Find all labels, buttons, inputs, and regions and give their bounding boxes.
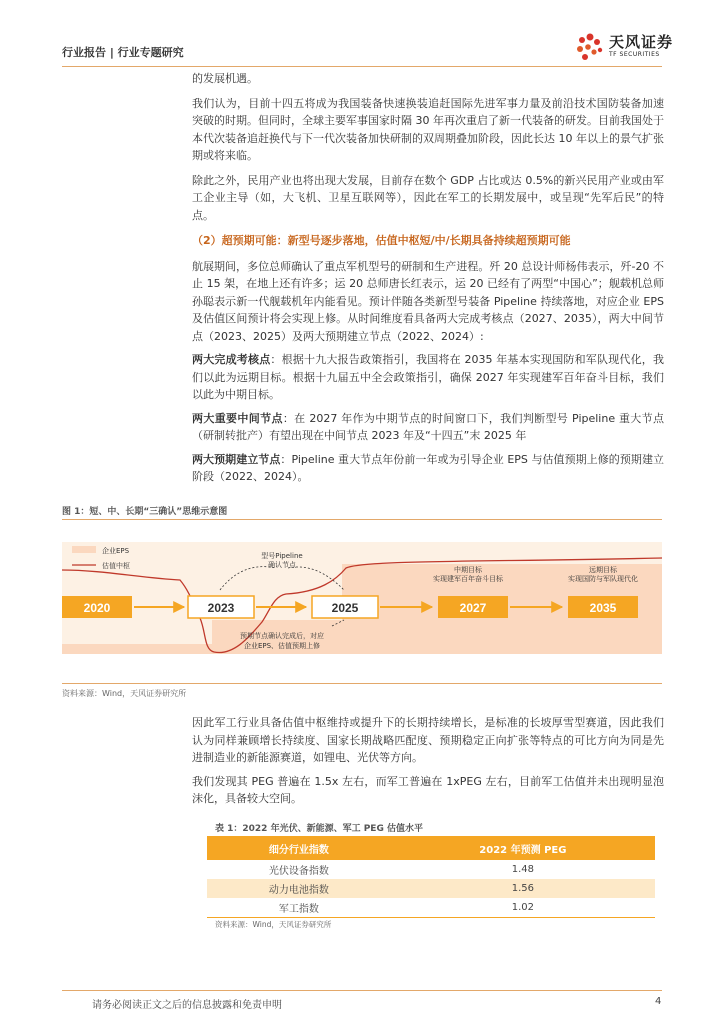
callout-pipeline-line2: 确认节点 — [268, 561, 296, 569]
callout-far-line1: 远期目标 — [589, 566, 617, 574]
table-header-cell: 细分行业指数 — [207, 836, 391, 860]
table-row — [207, 860, 655, 879]
table-header-cell: 2022 年预测 PEG — [391, 836, 655, 860]
section-heading: （2）超预期可能：新型号逐步落地，估值中枢短/中/长期具备持续超预期可能 — [192, 234, 571, 247]
paragraph: 的发展机遇。 — [192, 72, 258, 85]
figure-source: 资料来源：Wind，天风证券研究所 — [62, 689, 187, 698]
callout-expect-line1: 预期节点确认完成后，对应 — [240, 632, 324, 640]
year-label: 2023 — [207, 601, 235, 615]
paragraph-label: 两大完成考核点 — [192, 353, 271, 366]
paragraph — [192, 351, 664, 404]
page-number: 4 — [655, 996, 662, 1007]
table-cell: 1.56 — [391, 879, 655, 898]
header-title: 行业报告 | 行业专题研究 — [62, 46, 184, 59]
footer-divider — [62, 990, 662, 991]
callout-mid-line2: 实现建军百年奋斗目标 — [433, 575, 503, 583]
table-source: 资料来源：Wind，天风证券研究所 — [215, 920, 332, 929]
body-section-2 — [192, 714, 664, 808]
table-cell: 动力电池指数 — [207, 879, 391, 898]
year-label: 2025 — [331, 601, 359, 615]
paragraph: 我们发现其 PEG 普遍在 1.5x 左右，而军工普遍在 1xPEG 左右，目前军工估值并未出现明显泡沫化，具备较大空间。 — [192, 774, 664, 805]
legend-eps-swatch — [72, 546, 96, 553]
year-label: 2035 — [589, 601, 617, 615]
paragraph: 除此之外，民用产业也将出现大发展，目前存在数个 GDP 占比或达 0.5%的新兴民用产业或由军工企业主导（如，大飞机、卫星互联网等），因此在军工的长期发展中，或呈现“先军后民”的特点。 — [192, 173, 664, 222]
paragraph-text: ：在 2027 年作为中期节点的时间窗口下，我们判断型号 Pipeline 重大节点（研制转批产）有望出现在中间节点 2023 年及“十四五”末 2025 年 — [192, 411, 665, 442]
table-header-row — [207, 836, 655, 860]
legend-eps-label: 企业EPS — [102, 547, 130, 555]
callout-expect-line2: 企业EPS、估值预期上修 — [243, 642, 321, 650]
figure-title: 图 1：短、中、长期“三确认”思维示意图 — [62, 507, 228, 517]
table-cell: 1.48 — [511, 864, 534, 875]
table-title: 表 1：2022 年光伏、新能源、军工 PEG 估值水平 — [215, 824, 423, 834]
paragraph-text: ：根据十九大报告政策指引，我国将在 2035 年基本实现国防和军队现代化，我们以此为远期目标。根据十九届五中全会政策指引，确保 2027 年实现建军百年奋斗目标，我们以此为中期目标。 — [192, 353, 664, 401]
paragraph-label: 两大预期建立节点 — [192, 452, 281, 466]
table-cell: 军工指数 — [207, 898, 391, 918]
body-section-1 — [192, 70, 664, 486]
legend-valuation-label: 估值中枢 — [102, 562, 130, 570]
callout-far-line2: 实现国防与军队现代化 — [568, 575, 638, 583]
year-label: 2027 — [459, 601, 487, 615]
paragraph: 我们认为，目前十四五将成为我国装备快速换装追赶国际先进军事力量及前沿技术国防装备加速突破的时期。但同时，全球主要军事国家时隔 30 年再次重启了新一代装备的研发。目前我国处于本代次装备追赶换代与下一代次装备加快研制的双周期叠加阶段，因此长达 10 年以上的景气扩张期或将来临。 — [192, 96, 664, 162]
paragraph: 航展期间，多位总师确认了重点军机型号的研制和生产进程。歼 20 总设计师杨伟表示，歼-20 不止 15 架，在地上还有许多；运 20 总师唐长红表示，运 20 已经有了两型“中国心”；舰载机总师孙聪表示新一代舰载机年内能看见。预计伴随各类新型号装备 Pipeline 持续落地，对应企业 EPS 及估值区间预计将会实现上修。从时间维度看具备两大完成考核点（2027、2035），两大中间节点（2023、2025）及两大预期建立节点（2022、2024）: — [192, 259, 664, 343]
callout-pipeline-line1: 型号Pipeline — [261, 552, 303, 560]
peg-table — [207, 836, 655, 918]
table-row — [207, 898, 655, 918]
footer-disclaimer: 请务必阅读正文之后的信息披露和免责申明 — [92, 1000, 282, 1011]
callout-mid-line1: 中期目标 — [454, 566, 482, 574]
table-row — [207, 879, 655, 898]
paragraph-text: ：Pipeline 重大节点年份前一年或为引导企业 EPS 与估值预期上修的预期建立阶段（2022、2024）。 — [192, 452, 665, 483]
logo-text-en: TF SECURITIES — [609, 51, 660, 58]
logo-text: 天风证券 — [609, 33, 674, 51]
timeline-diagram — [62, 532, 662, 680]
figure-divider — [62, 519, 662, 520]
table-cell: 1.02 — [391, 898, 655, 918]
paragraph-label: 两大重要中间节点 — [192, 411, 283, 425]
year-label: 2020 — [83, 601, 111, 615]
paragraph — [192, 451, 664, 486]
paragraph: 因此军工行业具备估值中枢维持或提升下的长期持续增长，是标准的长坡厚雪型赛道，因此我们认为同样兼顾增长持续度、国家长期战略匹配度、预期稳定正向扩张等特点的可比方向为同是先进制造业的新能源赛道，如锂电、光伏等方向。 — [192, 716, 664, 764]
paragraph — [192, 410, 664, 445]
table-cell: 光伏设备指数 — [268, 866, 329, 877]
figure-divider — [62, 683, 662, 684]
header-divider — [62, 66, 662, 67]
